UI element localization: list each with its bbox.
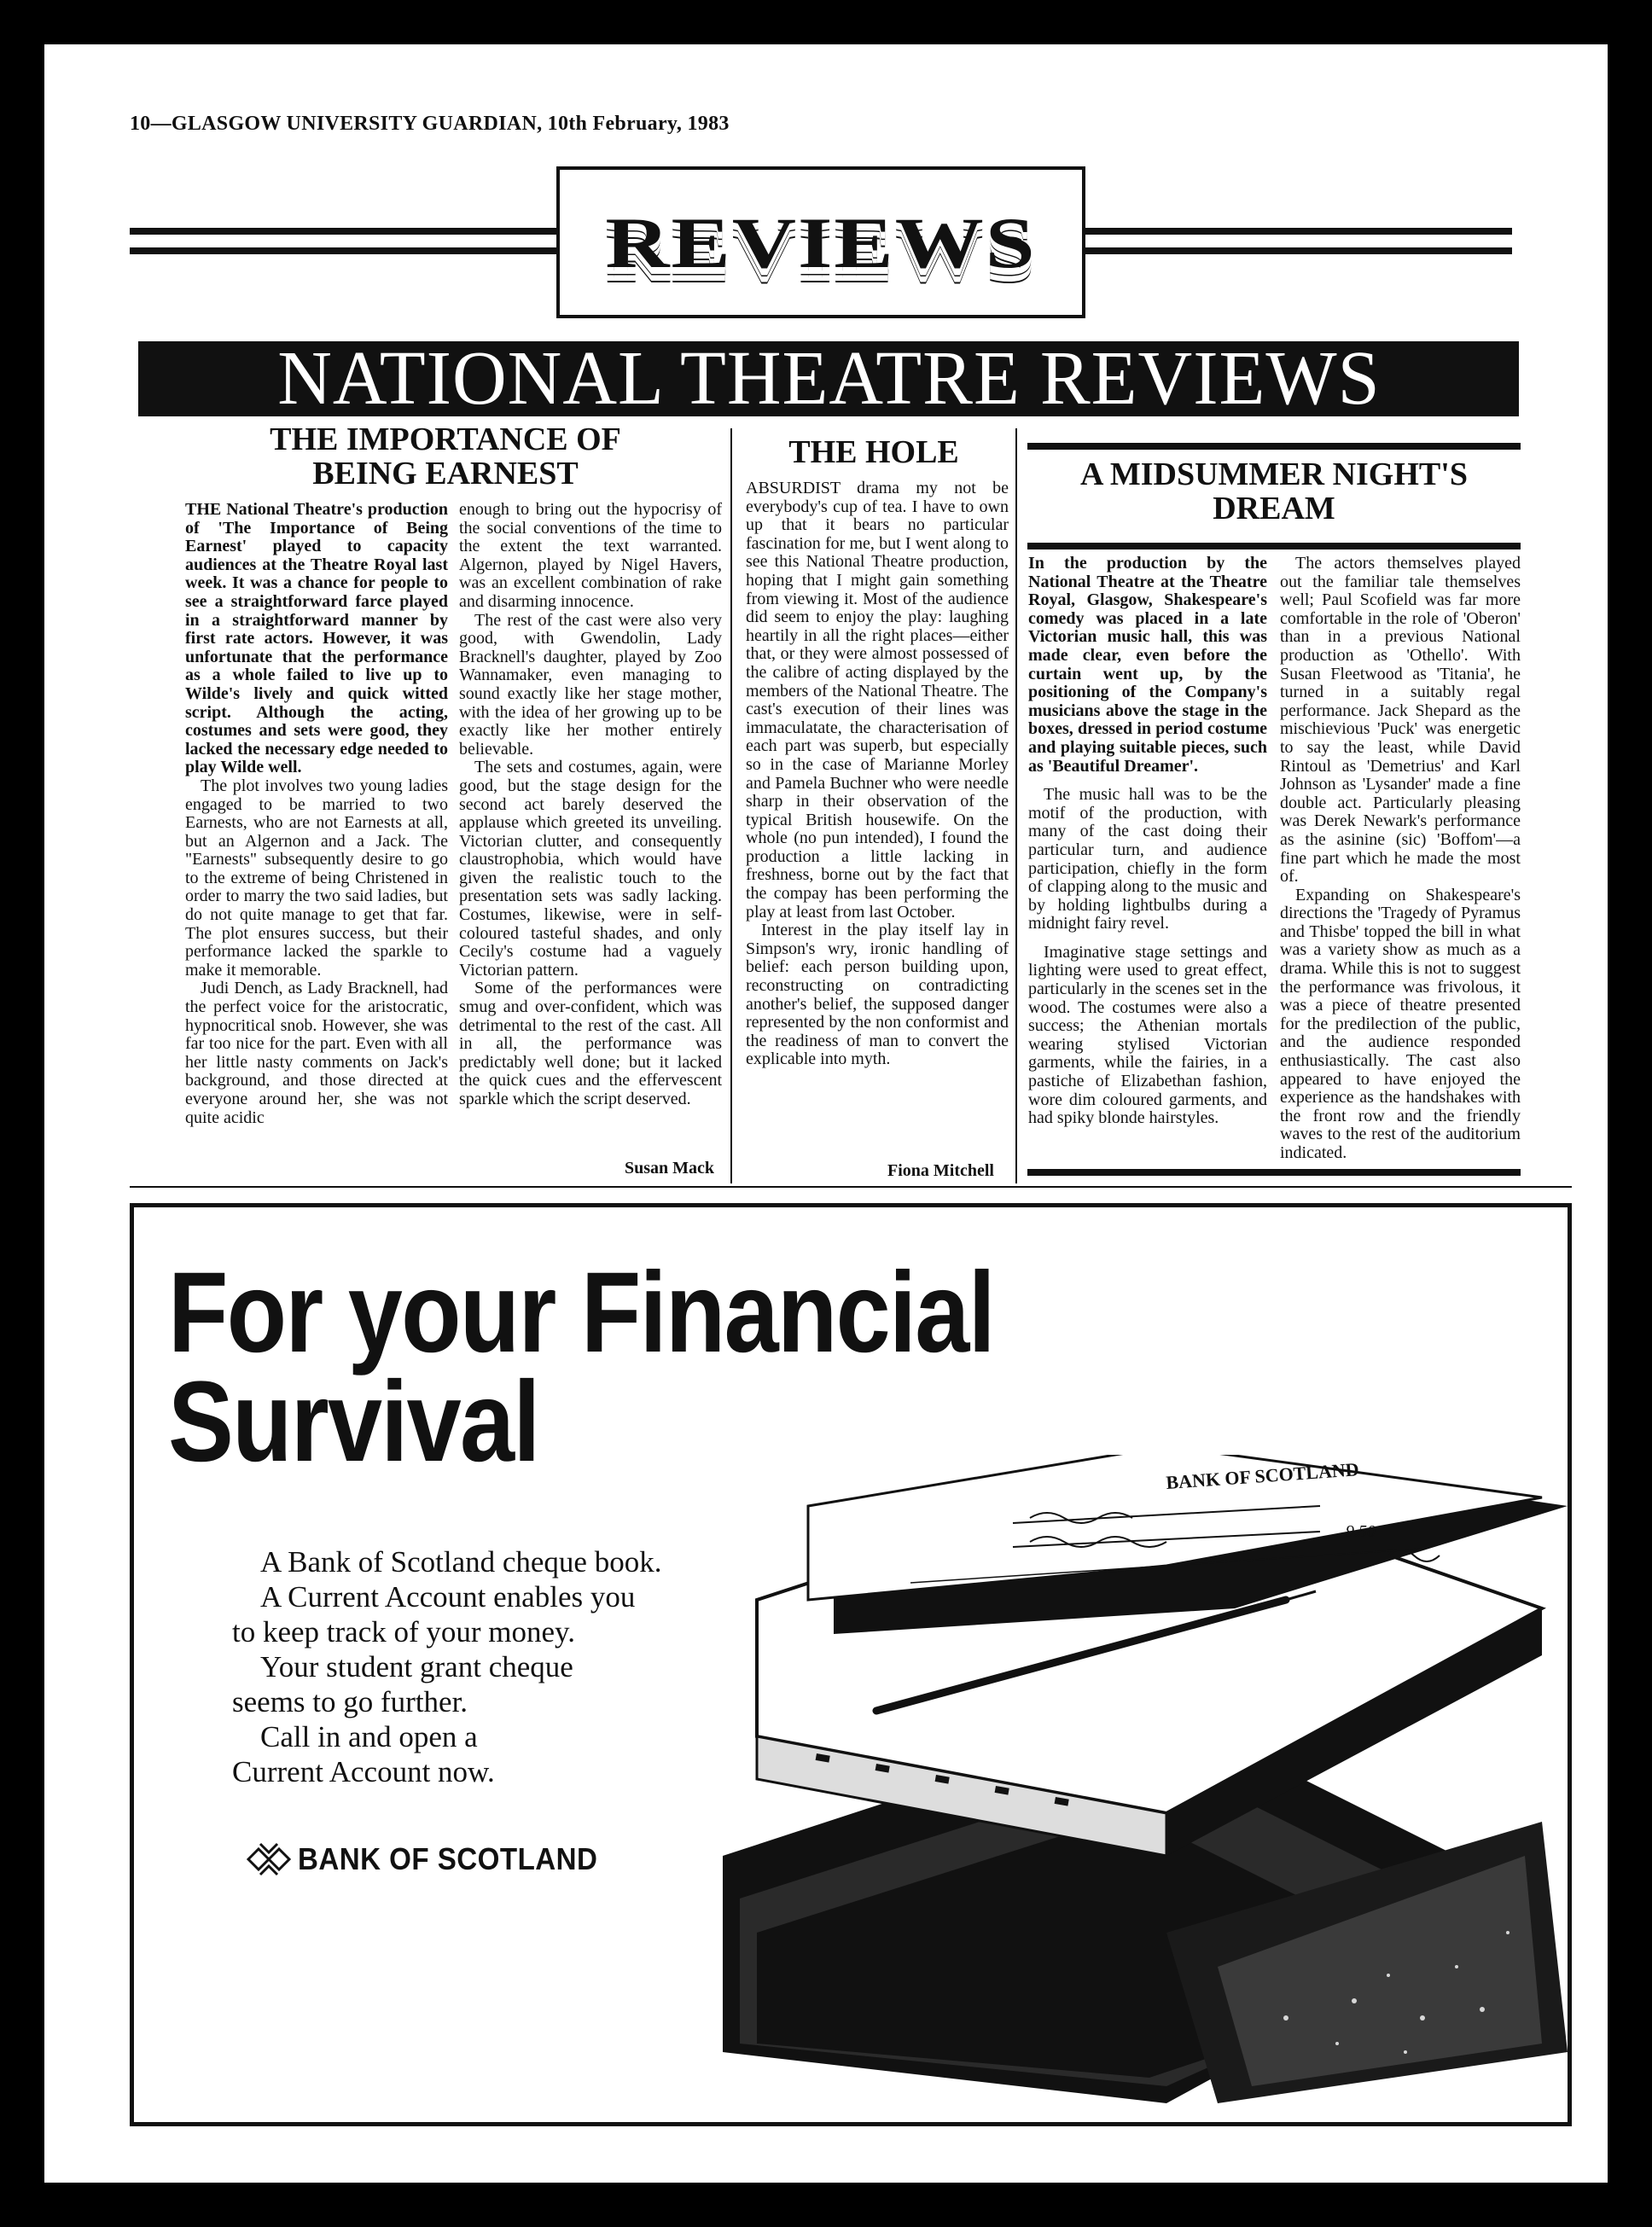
review-body-midsummer-col1 (1028, 555, 1267, 1128)
chequebook-illustration (689, 1455, 1572, 2103)
review-heading-hole: THE HOLE (788, 434, 959, 470)
review-lead: THE National Theatre's production of 'The Importance of Being Earnest' played to capacity audiences at the Theatre Royal last week. It was a chance for people to see a straightforward farce played in a straightforward manner by first rate actors. However, it was unfortunate that the performance as a whole failed to live up to Wilde's lively and quick witted script. Although the acting, costumes and sets were good, they lacked the necessary edge needed to play Wilde well. (185, 500, 448, 777)
paragraph: Expanding on Shakespeare's directions the 'Tragedy of Pyramus and Thisbe' topped the bill in what was a variety show as much as a drama. While this is not to suggest the performance was frivolous, it was a piece of theatre presented for the predilection of the public, and the audience responded enthusiastically. The cast also appeared to have enjoyed the experience as the handshakes with the front row and the friendly waves to the rest of the auditorium indicated. (1280, 885, 1521, 1162)
heading-rule (1027, 1169, 1521, 1176)
page-title: NATIONAL THEATRE REVIEWS (276, 336, 1381, 421)
advert-headline: For your Financial Survival (168, 1249, 994, 1486)
reviews-banner (556, 166, 1085, 318)
bank-advert (130, 1203, 1572, 2126)
bank-logo (245, 1840, 624, 1878)
review-body-midsummer-col2 (1280, 555, 1521, 1163)
review-body-hole (746, 480, 1009, 1069)
column-rule (730, 428, 732, 1183)
paragraph: Judi Dench, as Lady Bracknell, had the perfect voice for the aristocratic, hypnocritical snob. However, she was far too nice for the part. Even with all her little nasty comments on Jack's background, and those directed at everyone around her, she was not quite acidic (185, 979, 448, 1127)
column-rule (1015, 428, 1017, 1183)
paragraph: ABSURDIST drama my not be everybody's cup of tea. I have to own up that it bears no particular fascination for me, but I went along to see this National Theatre production, hoping that I might gain something from viewing it. Most of the audience did seem to enjoy the play: laughing heartily in all the right places—either that, or they were almost possessed of the calibre of acting displayed by the members of the National Theatre. The cast's execution of their lines was immaculatate, the characterisation of each part was superb, but especially so in the case of Marianne Morley and Pamela Buchner who were needle sharp in their observation of the typical British housewife. On the whole (no pun intended), I found the production a little lacking in freshness, borne out by the fact that the compay has been performing the play at least from last October. (746, 479, 1009, 922)
paragraph: The music hall was to be the motif of the production, with many of the cast doing their particular turn, and audience participation, chiefly in the form of clapping along to the music and by holding lightbulbs during a midnight fairy revel. (1028, 785, 1267, 933)
review-lead: In the production by the National Theatre at the Theatre Royal, Glasgow, Shakespeare's comedy was placed in a late Victorian music hall, this was made clear, even before the curtain went up, by the positioning of the Company's musicians above the stage in the boxes, dressed in period costume and playing suitable pieces, such as 'Beautiful Dreamer'. (1028, 554, 1267, 776)
bank-logo-icon (245, 1840, 293, 1878)
paragraph: Interest in the play itself lay in Simpson's wry, ironic handling of belief: each person building upon, reconstructing on contradicting another's belief, the supposed danger represented by the non conformist and the readiness of man to convert the explicable into myth. (746, 921, 1009, 1069)
paragraph: The actors themselves played out the familiar tale themselves well; Paul Scofield was far more comfortable in the role of 'Oberon' than in a previous National production as 'Othello'. With Susan Fleetwood as 'Titania', he turned in a suitably regal performance. Jack Shepard as the mischievious 'Puck' was energetic to say the least, while David Rintoul as 'Demetrius' and Karl Johnson as 'Lysander' made a fine double act. Particularly pleasing was Derek Newark's performance as the asinine (sic) 'Boffom'—a fine part which he made the most of. (1280, 554, 1521, 887)
paragraph: Imaginative stage settings and lighting were used to great effect, particularly in the scenes set in the wood. The costumes were also a success; the Athenian mortals wearing stylised Victorian garments, while the fairies, in a pastiche of Elizabethan fashion, wore dim coloured garments, and had spiky blonde hairstyles. (1028, 942, 1267, 1128)
paragraph: The rest of the cast were also very good, with Gwendolin, Lady Bracknell's daughter, played by Zoo Wannamaker, even managing to sound exactly like her stage mother, with the idea of her growing up to be exactly like her mother entirely believable. (459, 610, 722, 759)
cheque-bank-name: BANK OF SCOTLAND (1165, 1458, 1360, 1493)
byline-earnest: Susan Mack (625, 1159, 715, 1177)
paragraph: The sets and costumes, again, were good, but the stage design for the second act barely deserved the applause which greeted its unveiling. Victorian clutter, and consequently claustrophobia, which would have given the realistic touch to the presentation sets was sadly lacking. Costumes, likewise, were in self-coloured tasteful shades, and only Cecily's costume had a vaguely Victorian pattern. (459, 758, 722, 980)
banner-rule (130, 228, 556, 235)
bank-logo-text: BANK OF SCOTLAND (298, 1841, 598, 1876)
cheque-amount: 9.50 (1346, 1522, 1376, 1541)
heading-rule (1027, 443, 1521, 450)
heading-rule (1027, 543, 1521, 549)
newspaper-page (44, 44, 1608, 2183)
paragraph: The plot involves two young ladies engaged to be married to two Earnests, who are not Earnests at all, but an Algernon and a Jack. The "Earnests" subsequently desire to go to the extreme of being Christened in order to marry the two said ladies, but do not quite manage to get that far. The plot ensures success, but their performance lacked the sparkle to make it memorable. (185, 776, 448, 980)
advert-body: A Bank of Scotland cheque book. A Current Account enables you to keep track of your money. Your student grant cheque seems to go further. Call in and open a Current Account now. (232, 1545, 662, 1788)
section-rule (130, 1186, 1572, 1188)
review-body-earnest-col1 (185, 501, 448, 1127)
banner-rule (1085, 247, 1512, 254)
paragraph: enough to bring out the hypocrisy of the social conventions of the time to the extent the text warranted. Algernon, played by Nigel Havers, was an excellent combination of rake and disarming innocence. (459, 500, 722, 611)
byline-hole: Fiona Mitchell (887, 1161, 994, 1180)
running-head: 10—GLASGOW UNIVERSITY GUARDIAN, 10th February, 1983 (130, 113, 730, 135)
banner-rule (130, 247, 556, 254)
review-heading-midsummer: A MIDSUMMER NIGHT'S DREAM (1080, 456, 1468, 526)
page-title-bar (138, 336, 1519, 421)
reviews-banner-text: REVIEWS (605, 201, 1037, 283)
review-heading-earnest: THE IMPORTANCE OF BEING EARNEST (270, 422, 621, 491)
banner-rule (1085, 228, 1512, 235)
review-body-earnest-col2 (459, 501, 722, 1109)
paragraph: Some of the performances were smug and over-confident, which was detrimental to the rest of the cast. All in all, the performance was predictably well done; but it lacked the quick cues and the effervescent sparkle which the script deserved. (459, 979, 722, 1108)
